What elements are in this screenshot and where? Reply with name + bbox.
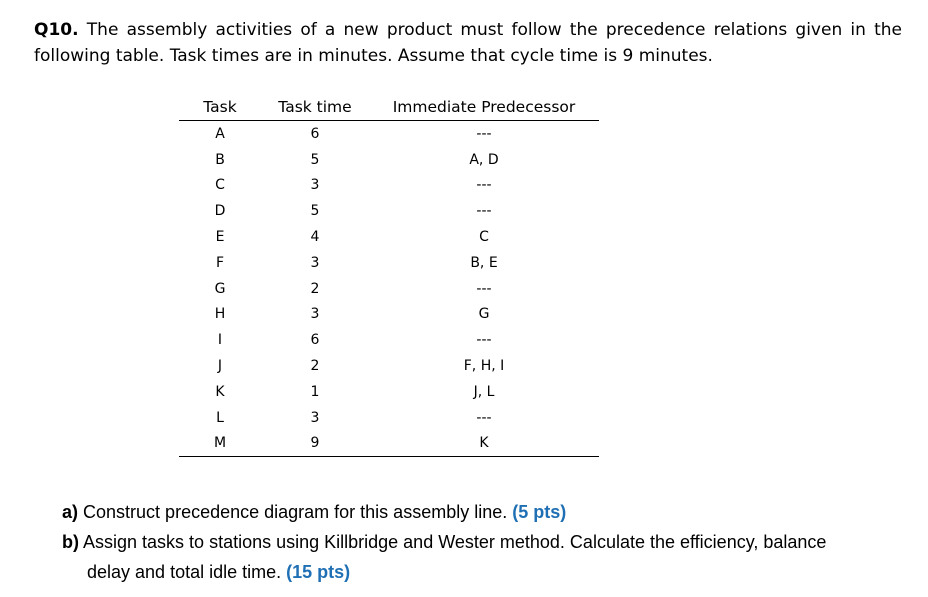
table-row xyxy=(179,173,599,199)
table-row xyxy=(179,405,599,431)
task-time-cell: 1 xyxy=(310,383,320,400)
task-cell: H xyxy=(214,306,226,323)
part-a-label: a) xyxy=(62,502,79,522)
table-row xyxy=(179,276,599,302)
task-time-cell: 6 xyxy=(310,125,320,142)
task-time-cell: 4 xyxy=(310,229,320,246)
table-row xyxy=(179,327,599,353)
predecessor-cell: B, E xyxy=(470,254,498,271)
task-cell: C xyxy=(215,177,225,194)
table-row xyxy=(179,198,599,224)
task-time-cell: 6 xyxy=(310,332,320,349)
task-cell: E xyxy=(215,229,225,246)
task-time-cell: 3 xyxy=(310,254,320,271)
task-cell: J xyxy=(217,358,223,375)
predecessor-cell: --- xyxy=(476,203,492,220)
part-b-points: (15 pts) xyxy=(286,562,351,582)
part-a-text: Construct precedence diagram for this assembly line. xyxy=(83,502,508,522)
predecessor-cell: C xyxy=(479,229,489,246)
header-task: Task xyxy=(179,93,261,121)
part-b-text-line1: Assign tasks to stations using Killbridge and Wester method. Calculate the efficiency, balance xyxy=(83,532,827,552)
header-immediate-predecessor: Immediate Predecessor xyxy=(369,93,599,121)
predecessor-cell: G xyxy=(478,306,490,323)
predecessor-cell: --- xyxy=(476,280,492,297)
task-time-cell: 2 xyxy=(310,280,320,297)
task-time-cell: 2 xyxy=(310,358,320,375)
predecessor-cell: --- xyxy=(476,409,492,426)
task-cell: F xyxy=(215,254,225,271)
table-row xyxy=(179,121,599,147)
question-number: Q10. xyxy=(34,20,79,40)
table-row xyxy=(179,147,599,173)
task-cell: K xyxy=(215,383,225,400)
table-row xyxy=(179,224,599,250)
part-b xyxy=(62,527,902,587)
question-text-block xyxy=(34,17,902,69)
task-cell: L xyxy=(216,409,224,426)
task-time-cell: 3 xyxy=(310,409,320,426)
part-a xyxy=(62,497,902,527)
table-row xyxy=(179,302,599,328)
task-cell: A xyxy=(215,125,225,142)
task-time-cell: 9 xyxy=(261,431,369,457)
task-time-cell: 5 xyxy=(310,203,320,220)
task-cell: G xyxy=(214,280,226,297)
task-cell: M xyxy=(179,431,261,457)
table-row xyxy=(179,353,599,379)
table-row xyxy=(179,250,599,276)
header-task-time: Task time xyxy=(261,93,369,121)
part-b-label: b) xyxy=(62,532,79,552)
predecessor-cell: --- xyxy=(476,177,492,194)
table-header-row xyxy=(179,93,599,121)
predecessor-cell: K xyxy=(369,431,599,457)
task-time-cell: 3 xyxy=(310,306,320,323)
task-time-cell: 5 xyxy=(310,151,320,168)
task-cell: B xyxy=(215,151,225,168)
precedence-table xyxy=(179,93,599,457)
question-parts xyxy=(62,497,902,587)
task-time-cell: 3 xyxy=(310,177,320,194)
table-row xyxy=(179,379,599,405)
part-b-text-line2: delay and total idle time. xyxy=(87,562,282,582)
predecessor-cell: F, H, I xyxy=(463,358,505,375)
predecessor-cell: --- xyxy=(476,332,492,349)
part-a-points: (5 pts) xyxy=(512,502,567,522)
task-cell: I xyxy=(217,332,223,349)
predecessor-cell: --- xyxy=(476,125,492,142)
predecessor-cell: J, L xyxy=(473,383,495,400)
part-b-continuation xyxy=(62,557,902,587)
task-cell: D xyxy=(214,203,226,220)
predecessor-cell: A, D xyxy=(469,151,499,168)
table-row xyxy=(179,431,599,457)
question-body: The assembly activities of a new product must follow the precedence relations given in the following table. Task times are in minutes. Assume that cycle time is 9 minutes. xyxy=(34,20,903,66)
